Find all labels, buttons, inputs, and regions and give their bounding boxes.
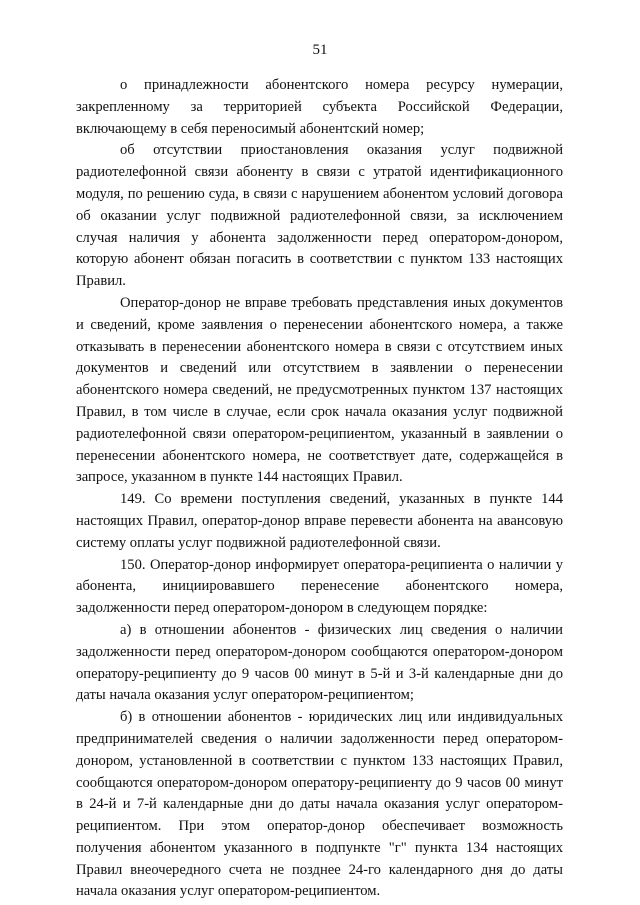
document-body [76,75,563,903]
paragraph-numbering-resource: о принадлежности абонентского номера ресурсу нумерации, закрепленному за территорией субъекта Российской Федерации, включающему в себя переносимый абонентский номер; [76,77,563,137]
paragraph-clause-150: 150. Оператор-донор информирует оператора-реципиента о наличии у абонента, инициировавшего перенесение абонентского номера, задолженности перед оператором-донором в следующем порядке: [76,556,563,617]
page-number: 51 [312,42,328,58]
paragraph-donor-restrictions: Оператор-донор не вправе требовать представления иных документов и сведений, кроме заявления о перенесении абонентского номера, а также отказывать в перенесении абонентского номера в связи с отсутствием иных документов и сведений или отсутствием в заявлении о перенесении абонентского номера сведений, не предусмотренных пунктом 137 настоящих Правил, в том числе в случае, если срок начала оказания услуг подвижной радиотелефонной связи оператором-реципиентом, указанный в заявлении о перенесении абонентского номера, не соответствует дате, содержащейся в запросе, указанном в пункте 144 настоящих Правил. [76,294,563,486]
paragraph-clause-149: 149. Со времени поступления сведений, указанных в пункте 144 настоящих Правил, оператор-донор вправе перевести абонента на авансовую систему оплаты услуг подвижной радиотелефонной связи. [76,491,563,551]
paragraph-no-suspension: об отсутствии приостановления оказания услуг подвижной радиотелефонной связи абоненту в связи с утратой идентификационного модуля, по решению суда, в связи с нарушением абонентом условий договора об оказании услуг подвижной радиотелефонной связи, за исключением случая наличия у абонента задолженности перед оператором-донором, которую абонент обязан погасить в соответствии с пунктом 133 настоящих Правил. [76,142,563,290]
paragraph-subclause-a: а) в отношении абонентов - физических лиц сведения о наличии задолженности перед оператором-донором сообщаются оператором-донором оператору-реципиенту до 9 часов 00 минут в 5-й и 3-й календарные дни до даты начала оказания услуг оператором-реципиентом; [76,621,563,704]
paragraph-subclause-b: б) в отношении абонентов - юридических лиц или индивидуальных предпринимателей сведения о наличии задолженности перед оператором-донором, установленной в соответствии с пунктом 133 настоящих Правил, сообщаются оператором-донором оператору-реципиенту до 9 часов 00 минут в 24-й и 7-й календарные дни до даты начала оказания услуг оператором-реципиентом. При этом оператор-донор обеспечивает возможность получения абонентом указанного в подпункте "г" пункта 134 настоящих Правил внеочередного счета не позднее 24-го календарного дня до даты начала оказания услуг оператором-реципиентом. [76,709,563,900]
